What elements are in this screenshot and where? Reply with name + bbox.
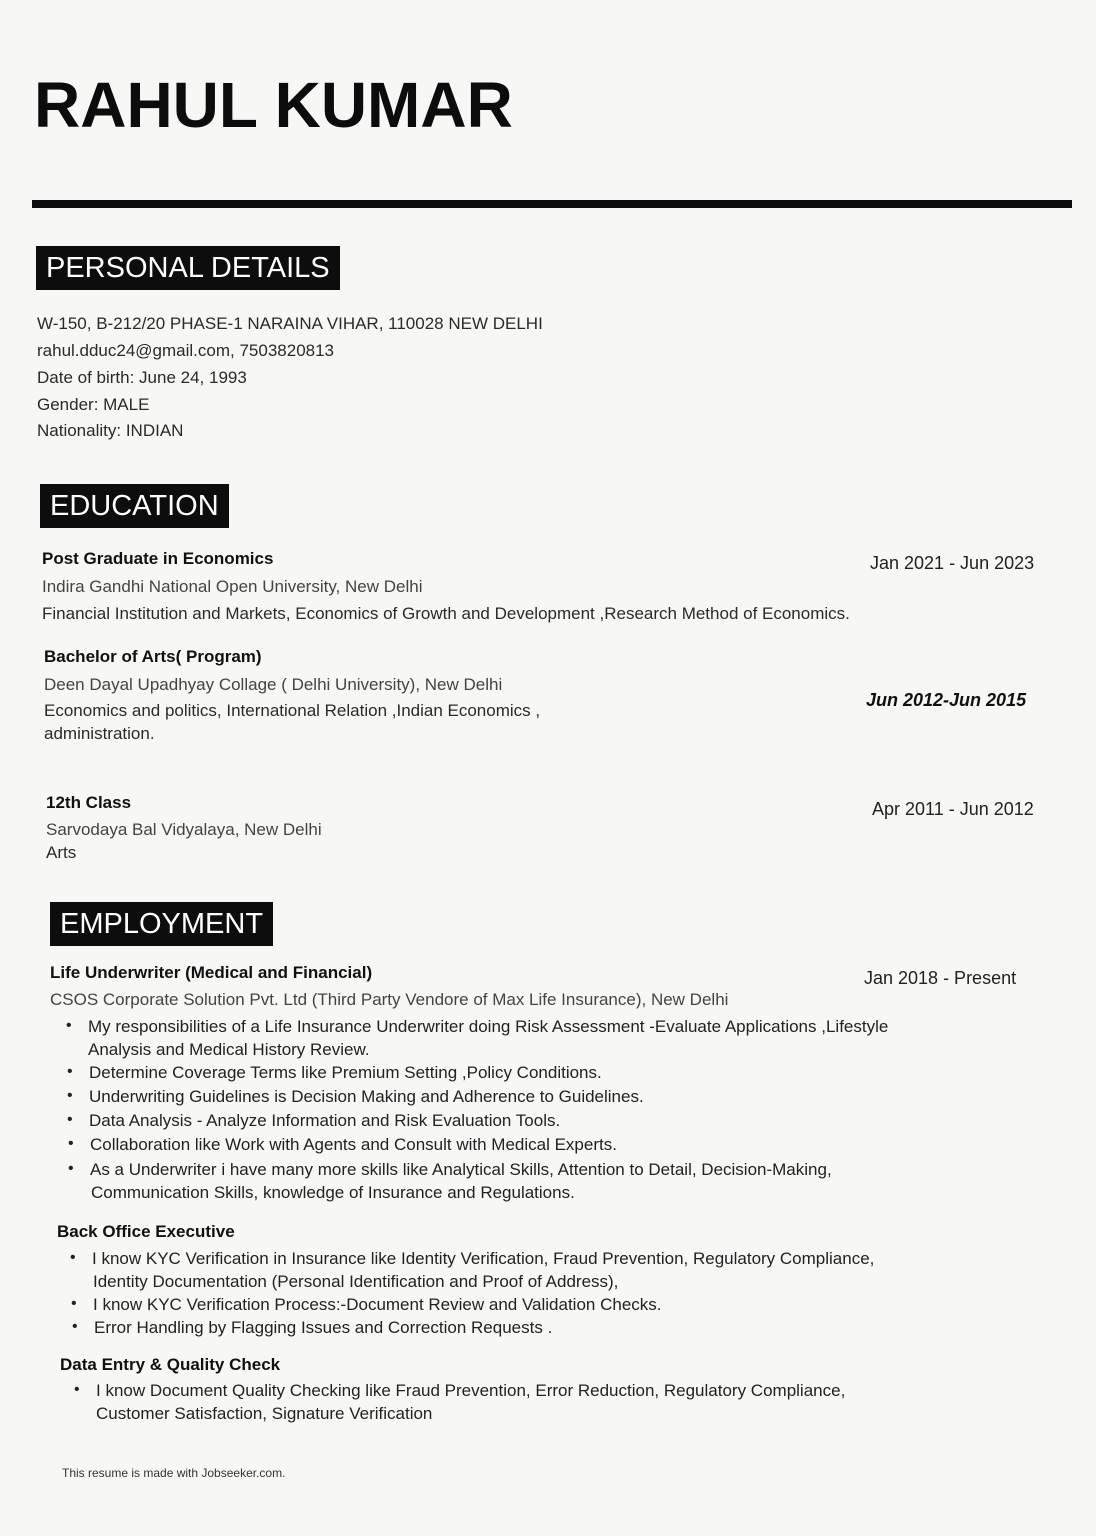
job-company: CSOS Corporate Solution Pvt. Ltd (Third Party Vendore of Max Life Insurance), New Delhi <box>50 990 729 1009</box>
address-line: W-150, B-212/20 PHASE-1 NARAINA VIHAR, 110028 NEW DELHI <box>37 314 543 333</box>
header-divider <box>32 200 1072 208</box>
job-title: Life Underwriter (Medical and Financial) <box>50 963 373 982</box>
bullet-item: • Data Analysis - Analyze Information and Risk Evaluation Tools. <box>67 1111 561 1130</box>
education-details: Arts <box>46 843 77 862</box>
education-title: Post Graduate in Economics <box>42 549 274 568</box>
education-date: Jan 2021 - Jun 2023 <box>870 553 1035 573</box>
education-date: Apr 2011 - Jun 2012 <box>872 799 1034 819</box>
bullet-item-continued: Communication Skills, knowledge of Insurance and Regulations. <box>91 1183 575 1202</box>
education-details: Economics and politics, International Relation ,Indian Economics , <box>44 701 541 720</box>
education-details: Financial Institution and Markets, Economics of Growth and Development ,Research Method of Economics. <box>42 604 850 623</box>
education-title: Bachelor of Arts( Program) <box>44 647 262 666</box>
bullet-item: • Underwriting Guidelines is Decision Making and Adherence to Guidelines. <box>67 1087 644 1106</box>
bullet-item-continued: Identity Documentation (Personal Identification and Proof of Address), <box>93 1272 619 1291</box>
job-date: Jan 2018 - Present <box>864 968 1017 988</box>
job-title: Data Entry & Quality Check <box>60 1355 281 1374</box>
bullet-item-continued: Analysis and Medical History Review. <box>88 1040 370 1059</box>
bullet-item: • I know Document Quality Checking like Fraud Prevention, Error Reduction, Regulatory Compliance, <box>74 1381 846 1400</box>
education-institution: Indira Gandhi National Open University, New Delhi <box>42 577 423 596</box>
bullet-item: • I know KYC Verification Process:-Document Review and Validation Checks. <box>71 1295 662 1314</box>
nationality-line: Nationality: INDIAN <box>37 421 184 440</box>
bullet-item: • Error Handling by Flagging Issues and Correction Requests . <box>72 1318 553 1337</box>
bullet-item: • As a Underwriter i have many more skills like Analytical Skills, Attention to Detail, Decision-Making, <box>68 1160 832 1179</box>
education-title: 12th Class <box>46 793 132 812</box>
education-institution: Deen Dayal Upadhyay Collage ( Delhi University), New Delhi <box>44 675 503 694</box>
personal-details-heading: PERSONAL DETAILS <box>36 246 340 290</box>
dob-line: Date of birth: June 24, 1993 <box>37 368 247 387</box>
bullet-item: • My responsibilities of a Life Insurance Underwriter doing Risk Assessment -Evaluate Applications ,Lifestyle <box>66 1017 889 1036</box>
education-details: administration. <box>44 724 155 743</box>
bullet-item-continued: Customer Satisfaction, Signature Verification <box>96 1404 433 1423</box>
education-date: Jun 2012-Jun 2015 <box>866 690 1027 710</box>
candidate-name: RAHUL KUMAR <box>34 69 513 141</box>
education-institution: Sarvodaya Bal Vidyalaya, New Delhi <box>46 820 322 839</box>
contact-line: rahul.dduc24@gmail.com, 7503820813 <box>37 341 335 360</box>
bullet-item: • Collaboration like Work with Agents and Consult with Medical Experts. <box>68 1135 617 1154</box>
job-title: Back Office Executive <box>57 1222 235 1241</box>
bullet-item: • I know KYC Verification in Insurance like Identity Verification, Fraud Prevention, Regulatory Compliance, <box>70 1249 875 1268</box>
employment-heading: EMPLOYMENT <box>50 902 273 946</box>
footer-note: This resume is made with Jobseeker.com. <box>62 1466 286 1480</box>
bullet-item: • Determine Coverage Terms like Premium Setting ,Policy Conditions. <box>67 1063 602 1082</box>
gender-line: Gender: MALE <box>37 395 150 414</box>
education-heading: EDUCATION <box>40 484 229 528</box>
